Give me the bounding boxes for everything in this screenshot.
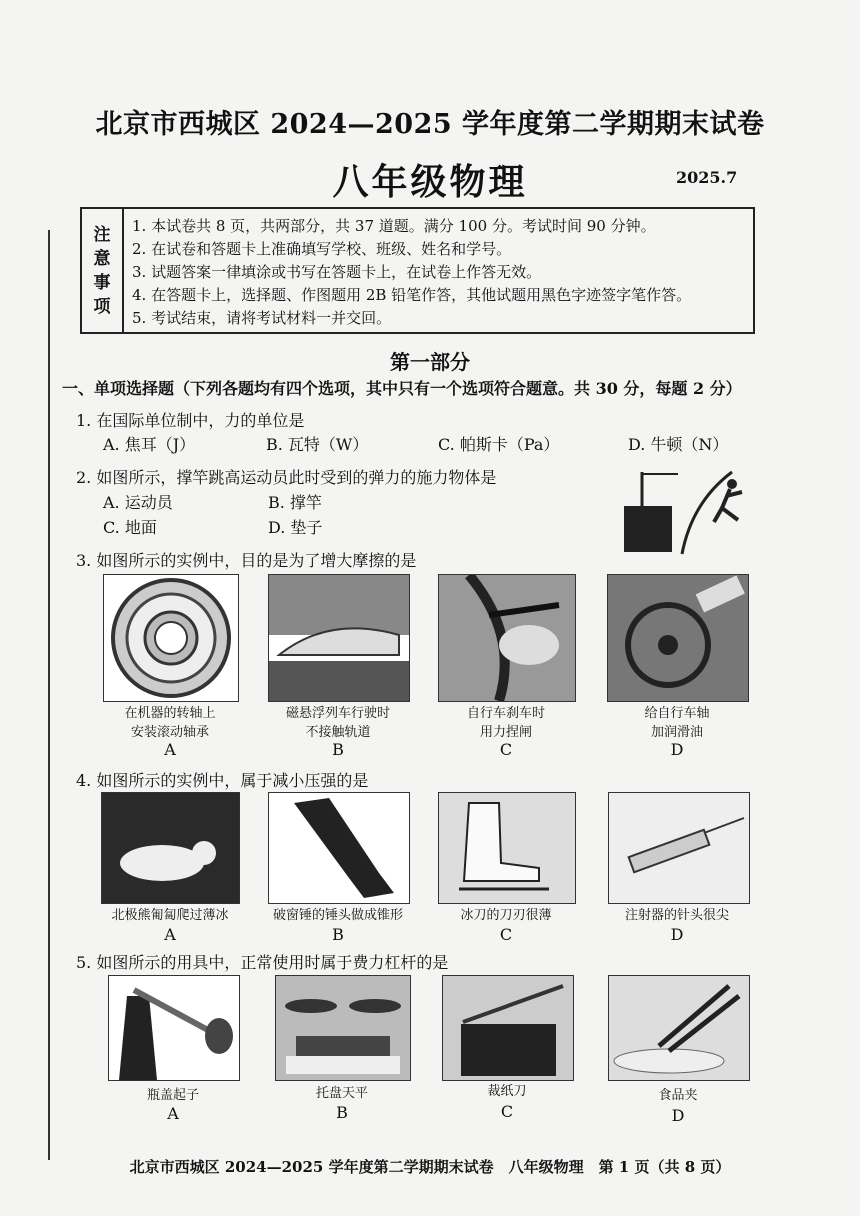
q5-letter-a: A — [167, 1104, 179, 1123]
q5-letter-c: C — [500, 1102, 514, 1121]
notice-item: 3. 试题答案一律填涂或书写在答题卡上，在试卷上作答无效。 — [132, 263, 542, 281]
q3-stem: 3. 如图所示的实例中，目的是为了增大摩擦的是 — [76, 551, 417, 570]
q3-caption-c: 自行车刹车时 用力捏闸 — [466, 706, 545, 740]
bearing-image — [103, 574, 239, 702]
notice-item: 2. 在试卷和答题卡上准确填写学校、班级、姓名和学号。 — [132, 240, 512, 258]
syringe-image — [608, 792, 750, 904]
notice-box — [80, 207, 755, 334]
q4-caption-a: 北极熊匍匐爬过薄冰 — [111, 908, 229, 923]
q4-caption-d: 注射器的针头很尖 — [624, 908, 729, 923]
q2-stem: 2. 如图所示，撑竿跳高运动员此时受到的弹力的施力物体是 — [76, 468, 497, 487]
q2-option-c: C. 地面 — [103, 518, 157, 537]
q3-caption-b: 磁悬浮列车行驶时 不接触轨道 — [285, 706, 390, 740]
q5-caption-b: 托盘天平 — [315, 1086, 368, 1101]
q2-option-d: D. 垫子 — [268, 518, 323, 537]
q4-letter-d: D — [670, 925, 684, 944]
notice-label-char: 注 — [93, 224, 111, 245]
notice-item: 4. 在答题卡上，选择题、作图题用 2B 铅笔作答，其他试题用黑色字迹签字笔作答。 — [132, 286, 692, 304]
section-title: 一、单项选择题（下列各题均有四个选项，其中只有一个选项符合题意。共 30 分，每题 2 分） — [62, 379, 742, 398]
exam-title: 北京市西城区 2024—2025 学年度第二学期期末试卷 — [95, 109, 765, 140]
q3-caption-a: 在机器的转轴上 安装滚动轴承 — [124, 706, 216, 740]
q4-stem: 4. 如图所示的实例中，属于减小压强的是 — [76, 771, 369, 790]
window-hammer-image — [268, 792, 410, 904]
maglev-train-image — [268, 574, 410, 702]
q1-option-c: C. 帕斯卡（Pa） — [438, 435, 560, 454]
q5-caption-a: 瓶盖起子 — [146, 1088, 199, 1103]
ice-skate-image — [438, 792, 576, 904]
q4-caption-b: 破窗锤的锤头做成锥形 — [272, 908, 403, 923]
q4-letter-c: C — [499, 925, 513, 944]
q4-letter-a: A — [164, 925, 176, 944]
q3-caption-d: 给自行车轴 加润滑油 — [644, 706, 710, 740]
notice-label-char: 项 — [93, 296, 111, 317]
q5-stem: 5. 如图所示的用具中，正常使用时属于费力杠杆的是 — [76, 953, 449, 972]
q1-stem: 1. 在国际单位制中，力的单位是 — [76, 411, 305, 430]
notice-label-char: 事 — [93, 272, 111, 293]
part-title: 第一部分 — [390, 350, 470, 374]
food-tongs-image — [608, 975, 750, 1081]
notice-items — [132, 215, 691, 330]
bike-brake-image — [438, 574, 576, 702]
q5-letter-d: D — [671, 1106, 685, 1125]
exam-date: 2025.7 — [676, 168, 738, 187]
q2-option-a: A. 运动员 — [103, 493, 173, 512]
q3-letter-d: D — [670, 740, 684, 759]
pole-vault-figure — [622, 462, 752, 558]
notice-label — [82, 209, 124, 332]
q1-option-a: A. 焦耳（J） — [103, 435, 196, 454]
exam-subtitle: 八年级物理 — [332, 161, 528, 203]
q5-caption-d: 食品夹 — [658, 1088, 698, 1103]
q1-option-b: B. 瓦特（W） — [266, 435, 369, 454]
q2-option-b: B. 撑竿 — [268, 493, 322, 512]
bike-axle-oil-image — [607, 574, 749, 702]
q4-caption-c: 冰刀的刀刃很薄 — [460, 908, 552, 923]
notice-label-char: 意 — [93, 248, 111, 269]
q5-caption-c: 裁纸刀 — [487, 1084, 527, 1099]
polar-bear-image — [101, 792, 240, 904]
notice-item: 5. 考试结束，请将考试材料一并交回。 — [132, 309, 392, 327]
page-footer: 北京市西城区 2024—2025 学年度第二学期期末试卷 八年级物理 第 1 页（共 8 页） — [129, 1158, 731, 1176]
balance-scale-image — [275, 975, 411, 1081]
bottle-opener-image — [108, 975, 240, 1081]
q3-letter-c: C — [499, 740, 513, 759]
q4-letter-b: B — [332, 925, 344, 944]
q1-option-d: D. 牛顿（N） — [628, 435, 729, 454]
q3-letter-b: B — [332, 740, 344, 759]
q3-letter-a: A — [164, 740, 176, 759]
q5-letter-b: B — [336, 1103, 348, 1122]
paper-cutter-image — [442, 975, 574, 1081]
notice-item: 1. 本试卷共 8 页，共两部分，共 37 道题。满分 100 分。考试时间 90 分钟。 — [132, 217, 656, 235]
